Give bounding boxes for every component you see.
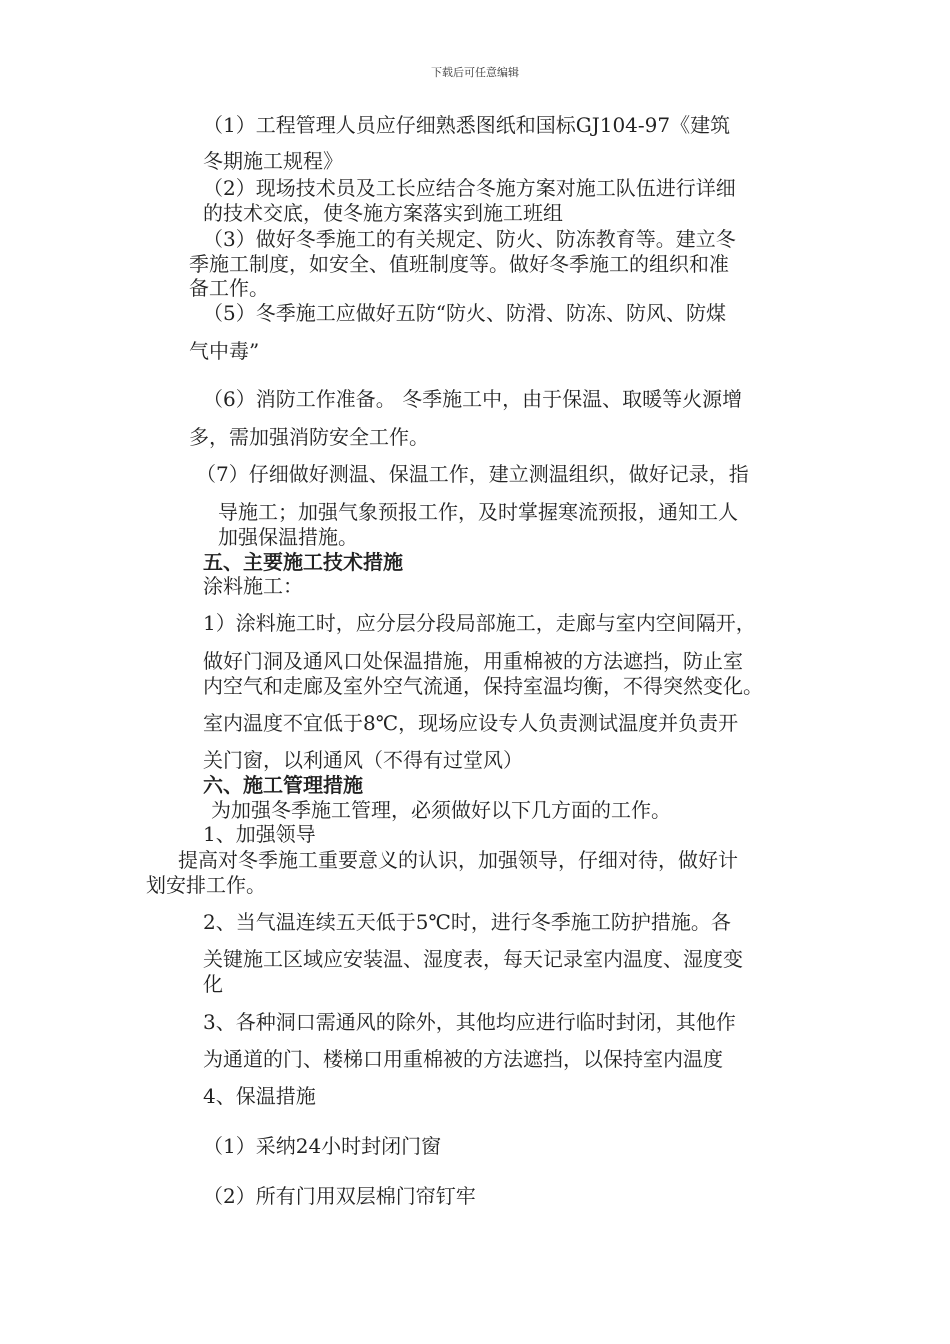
page-header-note: 下载后可任意编辑 <box>431 66 519 79</box>
text-line: 室内温度不宜低于8℃，现场应设专人负责测试温度并负责开 <box>203 711 739 735</box>
text-line: 加强保温措施。 <box>218 525 358 549</box>
text-line: 划安排工作。 <box>146 873 266 897</box>
text-line: 的技术交底，使冬施方案落实到施工班组 <box>203 201 563 225</box>
section-heading: 五、主要施工技术措施 <box>203 550 403 574</box>
text-line: 内空气和走廊及室外空气流通，保持室温均衡，不得突然变化。 <box>203 674 763 698</box>
text-line: （6）消防工作准备。 冬季施工中，由于保温、取暖等火源增 <box>203 387 743 411</box>
text-line: 气中毒” <box>189 339 260 363</box>
text-line: 关门窗，以利通风（不得有过堂风） <box>203 748 523 772</box>
text-line: 多，需加强消防安全工作。 <box>189 425 429 449</box>
text-line: （2）现场技术员及工长应结合冬施方案对施工队伍进行详细 <box>203 176 736 200</box>
text-line: 化 <box>203 972 223 996</box>
text-line: 1）涂料施工时，应分层分段局部施工，走廊与室内空间隔开， <box>203 611 756 635</box>
section-heading: 六、施工管理措施 <box>203 773 363 797</box>
text-line: 季施工制度，如安全、值班制度等。做好冬季施工的组织和准 <box>189 252 729 276</box>
text-line: 4、保温措施 <box>203 1084 316 1108</box>
text-line: 冬期施工规程》 <box>203 149 343 173</box>
text-line: 2、当气温连续五天低于5℃时，进行冬季施工防护措施。各 <box>203 910 731 934</box>
text-line: 提高对冬季施工重要意义的认识，加强领导，仔细对待，做好计 <box>178 848 738 872</box>
text-line: （3）做好冬季施工的有关规定、防火、防冻教育等。建立冬 <box>203 227 736 251</box>
text-line: （2）所有门用双层棉门帘钉牢 <box>203 1184 476 1208</box>
text-line: 为加强冬季施工管理，必须做好以下几方面的工作。 <box>211 798 671 822</box>
text-line: 3、各种洞口需通风的除外，其他均应进行临时封闭，其他作 <box>203 1010 736 1034</box>
text-line: 导施工；加强气象预报工作，及时掌握寒流预报，通知工人 <box>218 500 738 524</box>
text-line: （7）仔细做好测温、保温工作，建立测温组织，做好记录，指 <box>196 462 749 486</box>
text-line: 为通道的门、楼梯口用重棉被的方法遮挡，以保持室内温度 <box>203 1047 723 1071</box>
text-line: 备工作。 <box>189 276 269 300</box>
text-line: 1、加强领导 <box>203 822 316 846</box>
text-line: 关键施工区域应安装温、湿度表，每天记录室内温度、湿度变 <box>203 947 743 971</box>
text-line: （5）冬季施工应做好五防“防火、防滑、防冻、防风、防煤 <box>203 301 726 325</box>
text-line: （1）采纳24小时封闭门窗 <box>203 1134 442 1158</box>
text-line: 涂料施工： <box>203 574 303 598</box>
text-line: （1）工程管理人员应仔细熟悉图纸和国标GJ104-97《建筑 <box>203 113 731 137</box>
text-line: 做好门洞及通风口处保温措施，用重棉被的方法遮挡，防止室 <box>203 649 743 673</box>
